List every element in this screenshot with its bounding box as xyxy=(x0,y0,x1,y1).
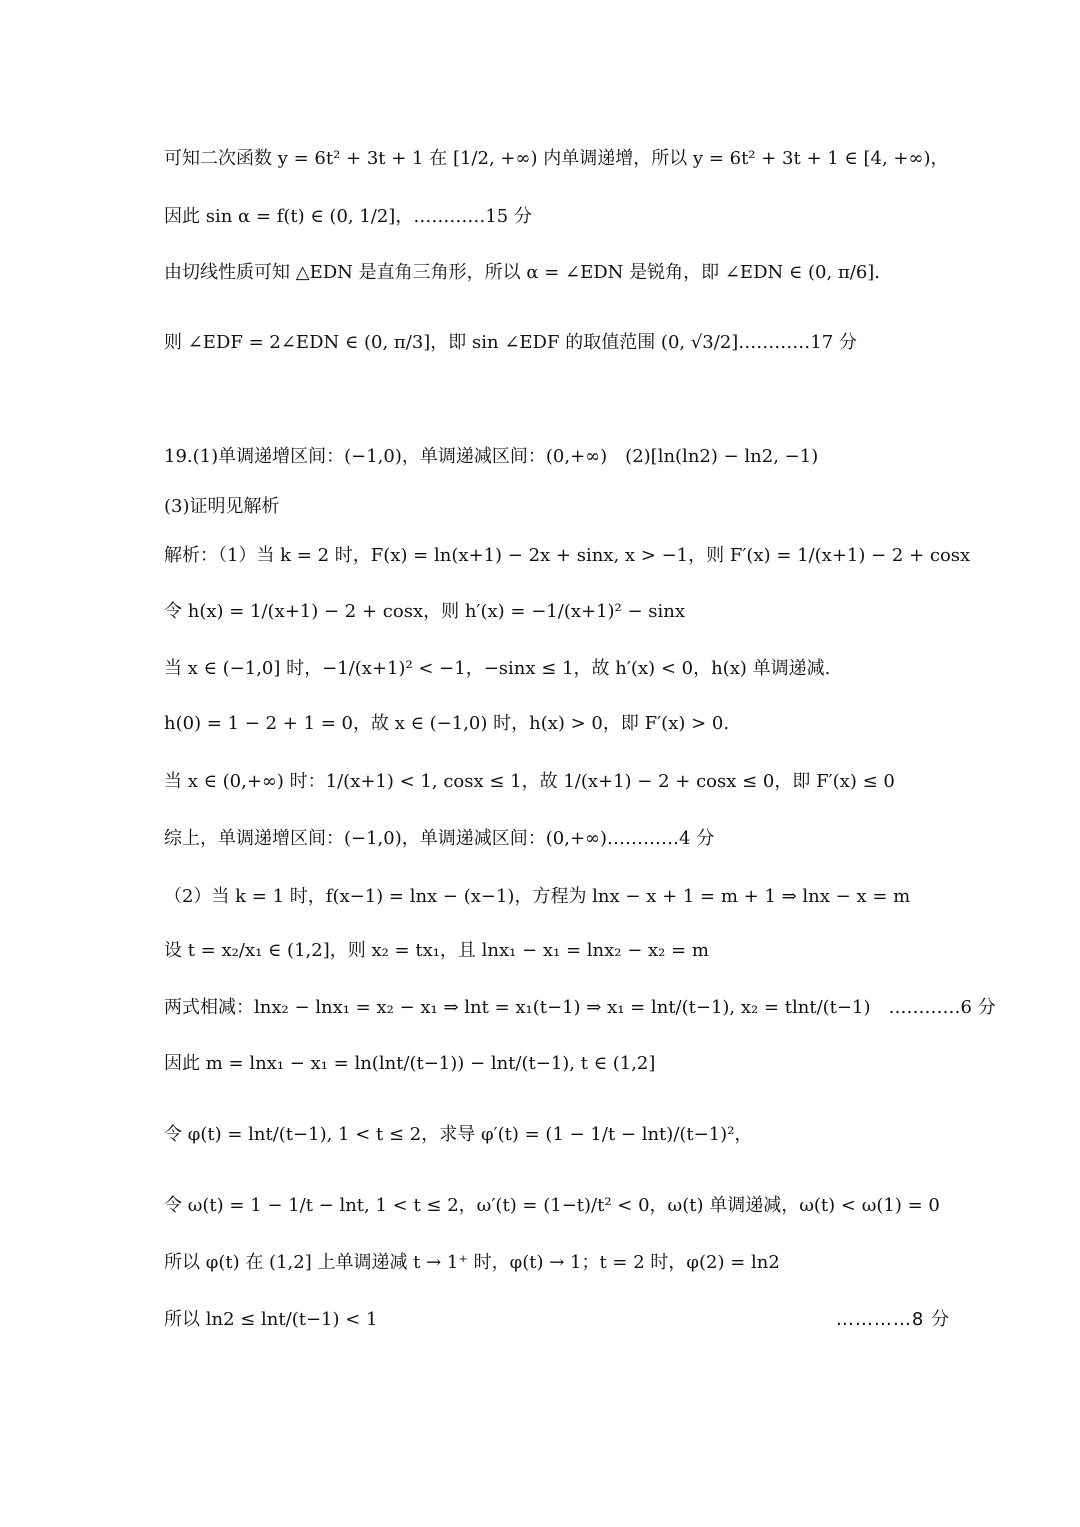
text-line-10 xyxy=(164,710,950,738)
text-line-8 xyxy=(164,598,950,626)
line-text: 由切线性质可知 △EDN 是直角三角形，所以 α = ∠EDN 是锐角，即 ∠EDN ∈ (0, π/6]. xyxy=(164,262,881,283)
text-line-13 xyxy=(164,883,950,911)
line-text: (3)证明见解析 xyxy=(164,496,280,517)
text-line-20 xyxy=(164,1306,950,1334)
text-line-7 xyxy=(164,542,971,570)
line-text: h(0) = 1 − 2 + 1 = 0，故 x ∈ (−1,0) 时，h(x) > 0，即 F′(x) > 0. xyxy=(164,713,730,734)
text-line-15 xyxy=(164,994,996,1022)
text-line-2 xyxy=(164,203,950,231)
line-text: 综上，单调递增区间：(−1,0)，单调递减区间：(0,+∞)…………4 分 xyxy=(164,828,715,849)
line-text: 令 h(x) = 1/(x+1) − 2 + cosx，则 h′(x) = −1/(x+1)² − sinx xyxy=(164,601,686,622)
line-text: 解析：（1）当 k = 2 时，F(x) = ln(x+1) − 2x + sinx, x > −1，则 F′(x) = 1/(x+1) − 2 + cosx xyxy=(164,545,971,566)
text-line-5 xyxy=(164,443,950,471)
text-line-14 xyxy=(164,937,950,965)
text-line-16 xyxy=(164,1050,950,1078)
line-text: 因此 m = lnx₁ − x₁ = ln(lnt/(t−1)) − lnt/(t−1), t ∈ (1,2] xyxy=(164,1053,656,1074)
text-line-4 xyxy=(164,329,950,357)
line-text: 令 φ(t) = lnt/(t−1), 1 < t ≤ 2，求导 φ′(t) = (1 − 1/t − lnt)/(t−1)²， xyxy=(164,1124,753,1145)
text-line-9 xyxy=(164,655,950,683)
line-text: 两式相减：lnx₂ − lnx₁ = x₂ − x₁ ⇒ lnt = x₁(t−1) ⇒ x₁ = lnt/(t−1), x₂ = tlnt/(t−1) …………6 分 xyxy=(164,997,996,1018)
line-text: 当 x ∈ (0,+∞) 时：1/(x+1) < 1, cosx ≤ 1，故 1/(x+1) − 2 + cosx ≤ 0，即 F′(x) ≤ 0 xyxy=(164,771,895,792)
line-text: 当 x ∈ (−1,0] 时，−1/(x+1)² < −1，−sinx ≤ 1，故 h′(x) < 0，h(x) 单调递减. xyxy=(164,658,831,679)
line-text: 19.(1)单调递增区间：(−1,0)，单调递减区间：(0,+∞) (2)[ln(ln2) − ln2, −1) xyxy=(164,446,819,467)
text-line-3 xyxy=(164,259,950,287)
line-text: 可知二次函数 y = 6t² + 3t + 1 在 [1/2, +∞) 内单调递增，所以 y = 6t² + 3t + 1 ∈ [4, +∞)， xyxy=(164,148,949,169)
text-line-12 xyxy=(164,825,950,853)
text-line-6 xyxy=(164,493,950,521)
line-text: （2）当 k = 1 时，f(x−1) = lnx − (x−1)，方程为 lnx − x + 1 = m + 1 ⇒ lnx − x = m xyxy=(164,886,911,907)
text-line-17 xyxy=(164,1121,950,1149)
text-line-19 xyxy=(164,1249,950,1277)
line-text: 所以 φ(t) 在 (1,2] 上单调递减 t → 1⁺ 时，φ(t) → 1；t = 2 时，φ(2) = ln2 xyxy=(164,1252,780,1273)
score-8: …………8 分 xyxy=(835,1309,950,1330)
text-line-18 xyxy=(164,1192,950,1220)
line-text: 所以 ln2 ≤ lnt/(t−1) < 1 xyxy=(164,1309,378,1330)
line-text: 则 ∠EDF = 2∠EDN ∈ (0, π/3]，即 sin ∠EDF 的取值范围 (0, √3/2]…………17 分 xyxy=(164,332,857,353)
text-line-1 xyxy=(164,145,950,173)
text-line-11 xyxy=(164,768,950,796)
line-text: 设 t = x₂/x₁ ∈ (1,2]，则 x₂ = tx₁，且 lnx₁ − x₁ = lnx₂ − x₂ = m xyxy=(164,940,709,961)
line-text: 因此 sin α = f(t) ∈ (0, 1/2]，…………15 分 xyxy=(164,206,532,227)
line-text: 令 ω(t) = 1 − 1/t − lnt, 1 < t ≤ 2，ω′(t) = (1−t)/t² < 0，ω(t) 单调递减，ω(t) < ω(1) = 0 xyxy=(164,1195,940,1216)
